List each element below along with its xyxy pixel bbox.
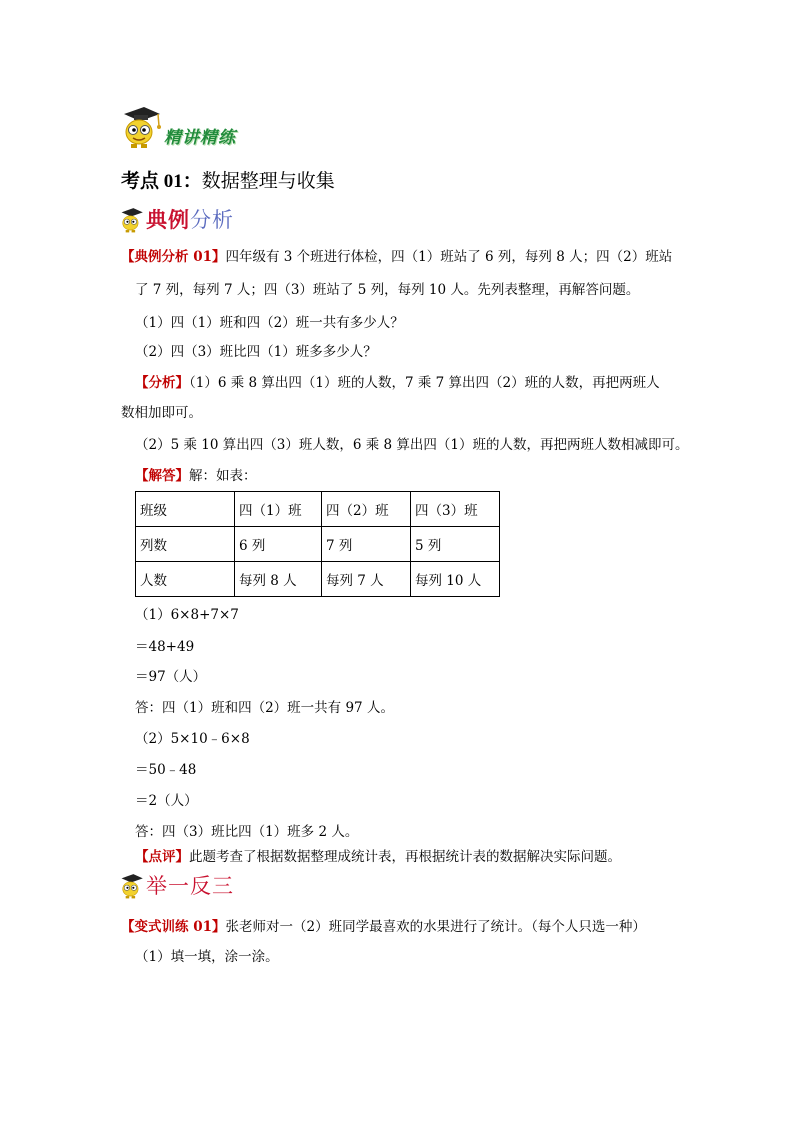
example-tag: 【典例分析 01】 bbox=[121, 249, 226, 265]
practice-text: 张老师对一（2）班同学最喜欢的水果进行了统计。（每个人只选一种） bbox=[225, 919, 646, 935]
table-cell: 四（1）班 bbox=[235, 492, 322, 527]
analysis-text-1: （1）6 乘 8 算出四（1）班的人数，7 乘 7 算出四（2）班的人数，再把两班人 bbox=[189, 375, 660, 391]
table-row bbox=[136, 492, 500, 527]
topic-heading bbox=[121, 168, 335, 195]
practice-question-1: （1）填一填，涂一涂。 bbox=[135, 949, 279, 965]
table-cell: 6 列 bbox=[235, 527, 322, 562]
review-line bbox=[135, 848, 621, 866]
solution-2-answer: 答：四（3）班比四（1）班多 2 人。 bbox=[135, 824, 359, 840]
review-text: 此题考查了根据数据整理成统计表，再根据统计表的数据解决实际问题。 bbox=[189, 849, 621, 865]
mascot-graduate-icon bbox=[118, 206, 144, 234]
table-cell: 5 列 bbox=[411, 527, 500, 562]
solution-2-step-2: ＝50﹣48 bbox=[135, 762, 197, 778]
solution-1-step-3: ＝97（人） bbox=[135, 669, 207, 685]
banner-title-part2: 分析 bbox=[190, 208, 234, 232]
analysis-line-2: 数相加即可。 bbox=[121, 405, 202, 421]
stats-table bbox=[135, 491, 500, 597]
table-cell: 四（2）班 bbox=[322, 492, 411, 527]
table-cell: 每列 10 人 bbox=[411, 562, 500, 597]
section-banner-jingjiang bbox=[118, 104, 236, 150]
section-banner-dianli bbox=[118, 204, 234, 234]
topic-title: 数据整理与收集 bbox=[201, 170, 335, 192]
analysis-tag: 【分析】 bbox=[135, 375, 189, 391]
solution-2-step-1: （2）5×10﹣6×8 bbox=[135, 731, 250, 747]
table-cell: 每列 8 人 bbox=[235, 562, 322, 597]
example-question-1: （1）四（1）班和四（2）班一共有多少人？ bbox=[135, 315, 404, 331]
table-cell: 7 列 bbox=[322, 527, 411, 562]
solution-1-answer: 答：四（1）班和四（2）班一共有 97 人。 bbox=[135, 700, 394, 716]
banner-title: 精讲精练 bbox=[164, 128, 236, 148]
mascot-graduate-icon bbox=[118, 872, 144, 900]
table-cell: 四（3）班 bbox=[411, 492, 500, 527]
example-question-2: （2）四（3）班比四（1）班多多少人？ bbox=[135, 344, 377, 360]
practice-line bbox=[121, 918, 646, 936]
solution-1-step-1: （1）6×8+7×7 bbox=[135, 607, 239, 623]
table-cell: 列数 bbox=[136, 527, 235, 562]
answer-tag: 【解答】 bbox=[135, 468, 189, 484]
banner-title bbox=[146, 204, 234, 234]
table-cell: 班级 bbox=[136, 492, 235, 527]
table-row bbox=[136, 527, 500, 562]
review-tag: 【点评】 bbox=[135, 849, 189, 865]
example-text-1: 四年级有 3 个班进行体检，四（1）班站了 6 列，每列 8 人；四（2）班站 bbox=[225, 249, 673, 265]
banner-title-part1: 典例 bbox=[146, 208, 190, 232]
mascot-graduate-icon bbox=[118, 104, 162, 150]
analysis-line-1 bbox=[135, 374, 660, 392]
solution-1-step-2: ＝48+49 bbox=[135, 639, 195, 655]
answer-intro bbox=[135, 467, 257, 485]
section-banner-juyi bbox=[118, 870, 234, 900]
answer-intro-text: 解：如表： bbox=[189, 468, 257, 484]
example-line-2: 了 7 列，每列 7 人；四（3）班站了 5 列，每列 10 人。先列表整理，再解答问题。 bbox=[135, 282, 640, 298]
banner-title: 举一反三 bbox=[146, 874, 234, 898]
analysis-line-3: （2）5 乘 10 算出四（3）班人数，6 乘 8 算出四（1）班的人数，再把两班人数相减即可。 bbox=[135, 437, 689, 453]
table-cell: 每列 7 人 bbox=[322, 562, 411, 597]
table-row bbox=[136, 562, 500, 597]
topic-label: 考点 01： bbox=[121, 171, 202, 192]
example-line-1 bbox=[121, 248, 672, 266]
table-cell: 人数 bbox=[136, 562, 235, 597]
practice-tag: 【变式训练 01】 bbox=[121, 919, 226, 935]
solution-2-step-3: ＝2（人） bbox=[135, 793, 198, 809]
